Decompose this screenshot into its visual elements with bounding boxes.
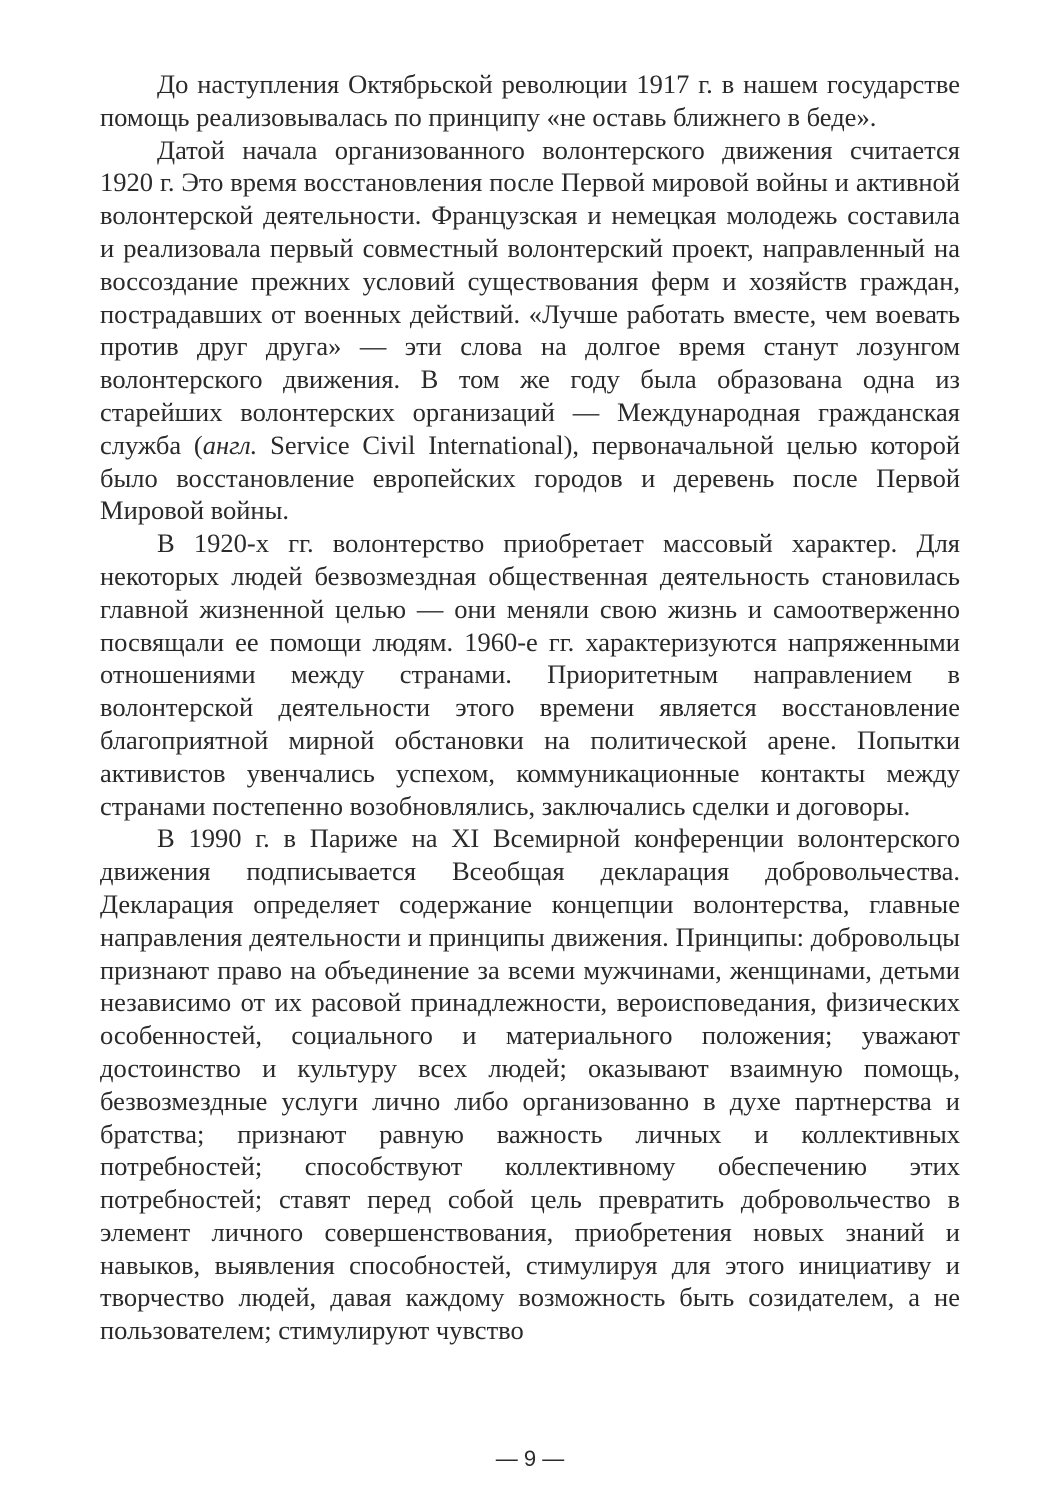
paragraph (100, 822, 960, 1347)
page-number: — 9 — (495, 1446, 565, 1471)
page-body (100, 68, 960, 1347)
paragraph-text: До наступления Октябрьской революции 1917 г. в нашем государстве помощь реализовывалась по принципу «не оставь ближнего в беде». (100, 69, 960, 132)
paragraph-text: Service Civil International), первоначальной целью которой было восстановление европейских городов и деревень после Первой Мировой войны. (100, 429, 961, 526)
paragraph-text: В 1920-х гг. волонтерство приобретает массовый характер. Для некоторых людей безвозмездная общественная деятельность становилась главной жизненной целью — они меняли свою жизнь и самоотверженно посвящали ее помощи людям. 1960-е гг. характеризуются напряженными отношениями между странами. Приоритетным направлением в волонтерской деятельности этого времени является восстановление благоприятной мирной обстановки на политической арене. Попытки активистов увенчались успехом, коммуникационные контакты между странами постепенно возобновлялись, заключались сделки и договоры. (100, 528, 960, 821)
paragraph (100, 527, 960, 822)
paragraph-text: Датой начала организованного волонтерского движения считается 1920 г. Это время восстановления после Первой мировой войны и активной волонтерской деятельности. Французская и немецкая молодежь составила и реализовала первый совместный волонтерский проект, направленный на воссоздание прежних условий существования ферм и хозяйств граждан, пострадавших от военных действий. «Лучше работать вместе, чем воевать против друг друга» — эти слова на долгое время станут лозунгом волонтерского движения. В том же году была образована одна из старейших волонтерских организаций — Международная гражданская служба ( (100, 134, 960, 460)
paragraph (100, 68, 960, 134)
paragraph (100, 134, 960, 528)
paragraph-text-italic: англ. (202, 429, 258, 460)
paragraph-text: В 1990 г. в Париже на XI Всемирной конференции волонтерского движения подписывается Всеобщая декларация добровольчества. Декларация определяет содержание концепции волонтерства, главные направления деятельности и принципы движения. Принципы: добровольцы признают право на объединение за всеми мужчинами, женщинами, детьми независимо от их расовой принадлежности, вероисповедания, физических особенностей, социального и материального положения; уважают достоинство и культуру всех людей; оказывают взаимную помощь, безвозмездные услуги лично либо организованно в духе партнерства и братства; признают равную важность личных и коллективных потребностей; способствуют коллективному обеспечению этих потребностей; ставят перед собой цель превратить добровольчество в элемент личного совершенствования, приобретения новых знаний и навыков, выявления способностей, стимулируя для этого инициативу и творчество людей, давая каждому возможность быть созидателем, а не пользователем; стимулируют чувство (100, 823, 960, 1346)
